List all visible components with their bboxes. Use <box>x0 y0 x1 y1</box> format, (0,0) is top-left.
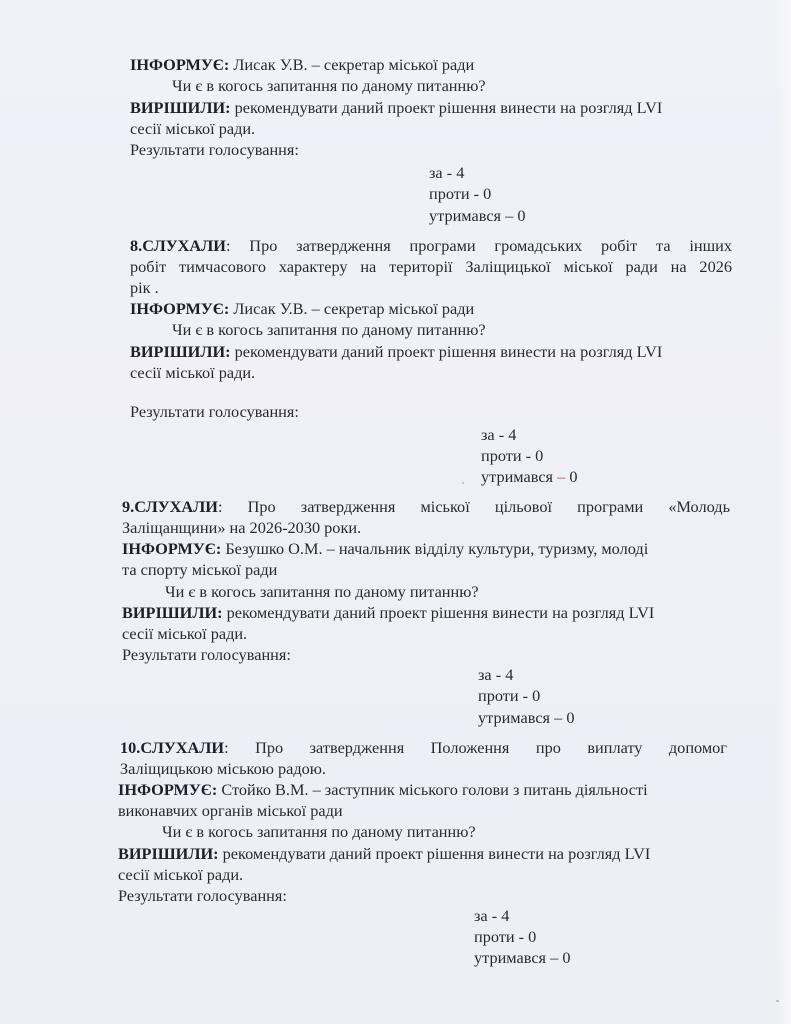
question-line: Чи є в когось запитання по даному питанню? <box>172 76 486 95</box>
item8-vote-for: за - 4 <box>481 425 517 444</box>
item9-informs-line-2: та спорту міської ради <box>122 560 278 579</box>
heard-label: 9.СЛУХАЛИ <box>122 497 218 516</box>
item8-question-line: Чи є в когось запитання по даному питанню? <box>172 320 486 339</box>
item9-results-label: Результати голосування: <box>122 645 291 664</box>
item9-vote-against: проти - 0 <box>478 686 541 705</box>
informs-text: Лисак У.В. – секретар міської ради <box>229 299 475 318</box>
item8-informs-line <box>130 299 474 319</box>
item9-decided-line <box>122 603 654 623</box>
scan-speck <box>462 482 464 484</box>
item9-decided-line-2: сесії міської ради. <box>122 624 248 643</box>
abstained-dash: – <box>557 467 566 486</box>
item8-decided-line <box>130 342 662 362</box>
item8-vote-abstained <box>481 467 577 487</box>
decided-text: рекомендувати даний проект рішення винести на розгляд LVI <box>230 98 663 117</box>
item10-question-line: Чи є в когось запитання по даному питанню? <box>162 822 476 841</box>
item8-results-label: Результати голосування: <box>130 402 299 421</box>
heard-text: : Про затвердження Положення про виплату допомог <box>224 738 727 757</box>
item9-vote-abstained: утримався – 0 <box>478 708 575 727</box>
item8-heard-line-3: рік . <box>130 278 159 297</box>
item10-informs-line-2: виконавчих органів міської ради <box>118 801 343 820</box>
item9-vote-for: за - 4 <box>478 665 514 684</box>
scan-speck <box>776 1000 779 1002</box>
item9-heard-line <box>122 497 730 517</box>
decided-label: ВИРІШИЛИ: <box>130 342 231 361</box>
informs-label: ІНФОРМУЄ: <box>118 780 218 799</box>
decided-line <box>130 98 662 118</box>
results-label: Результати голосування: <box>130 140 299 159</box>
decided-label: ВИРІШИЛИ: <box>130 98 231 117</box>
decided-text: рекомендувати даний проект рішення винести на розгляд LVI <box>218 844 651 863</box>
heard-label: 10.СЛУХАЛИ <box>120 738 225 757</box>
vote-for: за - 4 <box>429 163 465 182</box>
item9-heard-line-2: Заліщанщини» на 2026-2030 роки. <box>122 518 362 537</box>
decided-label: ВИРІШИЛИ: <box>122 603 223 622</box>
heard-text: : Про затвердження програми громадських робіт та інших <box>225 236 732 255</box>
abstained-value: 0 <box>565 467 578 486</box>
item9-question-line: Чи є в когось запитання по даному питанню? <box>165 582 479 601</box>
item10-vote-for: за - 4 <box>474 906 510 925</box>
item10-vote-abstained: утримався – 0 <box>474 948 571 967</box>
abstained-word: утримався <box>481 467 558 486</box>
heard-label: 8.СЛУХАЛИ <box>130 236 226 255</box>
informs-label: ІНФОРМУЄ: <box>122 539 222 558</box>
item10-decided-line-2: сесії міської ради. <box>118 865 244 884</box>
heard-text: : Про затвердження міської цільової програми «Молодь <box>217 497 730 516</box>
item8-heard-line-2: робіт тимчасового характеру на території Заліщицької міської ради на 2026 <box>130 257 732 276</box>
item8-decided-line-2: сесії міської ради. <box>130 363 256 382</box>
item8-vote-against: проти - 0 <box>481 446 544 465</box>
item9-informs-line <box>122 539 648 559</box>
informs-line <box>130 55 474 75</box>
decided-label: ВИРІШИЛИ: <box>118 844 219 863</box>
item10-informs-line <box>118 780 648 800</box>
decided-text: рекомендувати даний проект рішення винести на розгляд LVI <box>222 603 655 622</box>
item10-results-label: Результати голосування: <box>118 886 287 905</box>
informs-label: ІНФОРМУЄ: <box>130 55 230 74</box>
decided-line-2: сесії міської ради. <box>130 119 256 138</box>
informs-text: Стойко В.М. – заступник міського голови з питань діяльності <box>217 780 648 799</box>
page-edge <box>777 0 791 1024</box>
item10-heard-line-2: Заліщицькою міською радою. <box>120 759 326 778</box>
informs-label: ІНФОРМУЄ: <box>130 299 230 318</box>
vote-abstained: утримався – 0 <box>429 206 526 225</box>
item10-decided-line <box>118 844 650 864</box>
vote-against: проти - 0 <box>429 184 492 203</box>
item8-heard-line <box>130 236 732 256</box>
decided-text: рекомендувати даний проект рішення винести на розгляд LVI <box>230 342 663 361</box>
item10-vote-against: проти - 0 <box>474 927 537 946</box>
informs-text: Безушко О.М. – начальник відділу культури, туризму, молоді <box>221 539 649 558</box>
item10-heard-line <box>120 738 727 758</box>
informs-text: Лисак У.В. – секретар міської ради <box>229 55 475 74</box>
